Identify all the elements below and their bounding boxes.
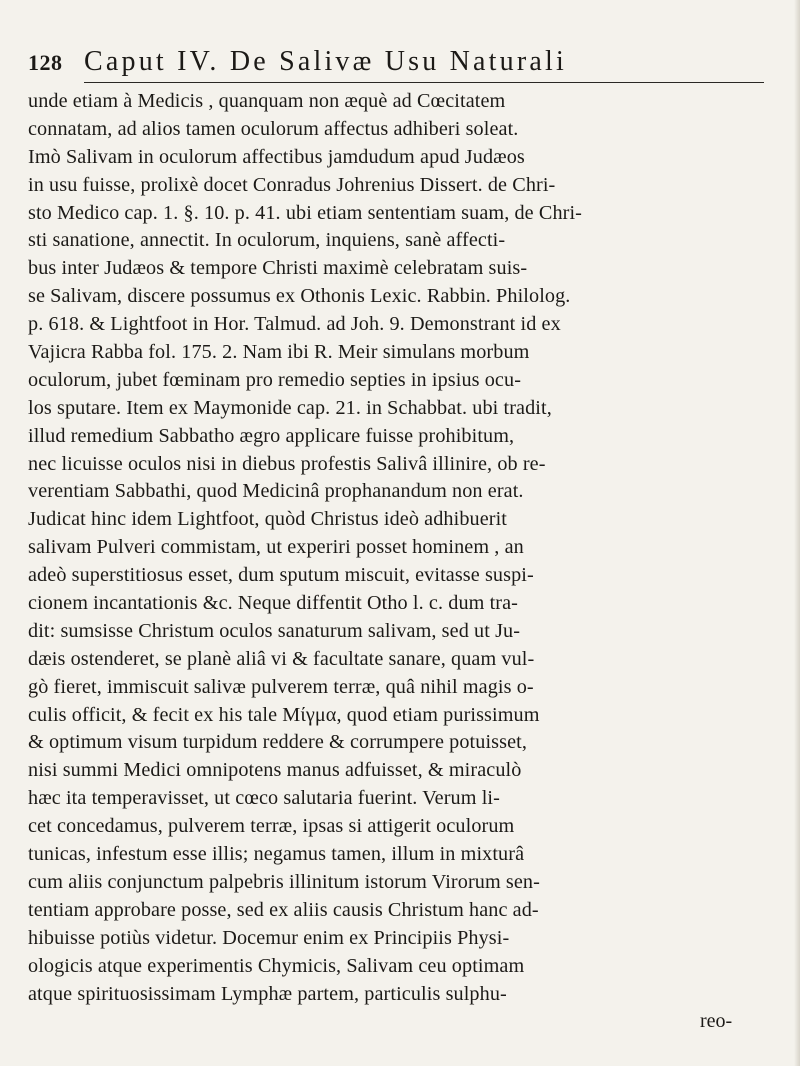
text-line: cet concedamus, pulverem terræ, ipsas si attigerit oculorum xyxy=(28,815,515,838)
text-line: ologicis atque experimentis Chymicis, Salivam ceu optimam xyxy=(28,954,525,977)
text-line: oculorum, jubet fœminam pro remedio septies in ipsius ocu- xyxy=(28,368,522,391)
body-text xyxy=(28,88,768,1008)
text-line: verentiam Sabbathi, quod Medicinâ prophanandum non erat. xyxy=(28,480,524,503)
text-line: salivam Pulveri commistam, ut experiri posset hominem , an xyxy=(28,536,524,559)
text-line: connatam, ad alios tamen oculorum affectus adhiberi soleat. xyxy=(28,117,519,140)
text-line: unde etiam à Medicis , quanquam non æquè ad Cœcitatem xyxy=(28,90,506,112)
text-line: hæc ita temperavisset, ut cœco salutaria fuerint. Verum li- xyxy=(28,787,500,810)
running-head: Caput IV. De Salivæ Usu Naturali xyxy=(84,46,567,77)
page-header xyxy=(28,46,768,86)
text-line: cionem incantationis &c. Neque diffentit Otho l. c. dum tra- xyxy=(28,592,518,615)
text-line: nec licuisse oculos nisi in diebus profestis Salivâ illinire, ob re- xyxy=(28,452,546,475)
text-line: Imò Salivam in oculorum affectibus jamdudum apud Judæos xyxy=(28,145,525,168)
text-line: & optimum visum turpidum reddere & corrumpere potuisset, xyxy=(28,731,527,754)
text-line: sto Medico cap. 1. §. 10. p. 41. ubi etiam sententiam suam, de Chri- xyxy=(28,201,583,224)
text-line: Vajicra Rabba fol. 175. 2. Nam ibi R. Meir simulans morbum xyxy=(28,341,530,364)
text-line: p. 618. & Lightfoot in Hor. Talmud. ad Joh. 9. Demonstrant id ex xyxy=(28,313,561,336)
text-line: tentiam approbare posse, sed ex aliis causis Christum hanc ad- xyxy=(28,898,539,921)
text-line: cum aliis conjunctum palpebris illinitum istorum Virorum sen- xyxy=(28,870,540,893)
page-number: 128 xyxy=(28,50,63,75)
text-line: tunicas, infestum esse illis; negamus tamen, illum in mixturâ xyxy=(28,843,525,866)
text-line: culis officit, & fecit ex his tale Μίγμα, quod etiam purissimum xyxy=(28,703,540,726)
header-rule xyxy=(84,82,764,83)
text-line: los sputare. Item ex Maymonide cap. 21. in Schabbat. ubi tradit, xyxy=(28,396,552,419)
text-line: nisi summi Medici omnipotens manus adfuisset, & miraculò xyxy=(28,759,522,782)
text-line: bus inter Judæos & tempore Christi maximè celebratam suis- xyxy=(28,257,528,280)
text-line: in usu fuisse, prolixè docet Conradus Johrenius Dissert. de Chri- xyxy=(28,173,556,196)
text-line: illud remedium Sabbatho ægro applicare fuisse prohibitum, xyxy=(28,424,515,447)
text-line: hibuisse potiùs videtur. Docemur enim ex Principiis Physi- xyxy=(28,926,510,949)
text-line: dit: sumsisse Christum oculos sanaturum salivam, sed ut Ju- xyxy=(28,619,521,642)
page-edge-shadow xyxy=(794,0,800,1066)
text-line: se Salivam, discere possumus ex Othonis Lexic. Rabbin. Philolog. xyxy=(28,285,571,308)
text-line: Judicat hinc idem Lightfoot, quòd Christus ideò adhibuerit xyxy=(28,508,508,531)
catchword: reo- xyxy=(700,1010,733,1032)
text-line: adeò superstitiosus esset, dum sputum miscuit, evitasse suspi- xyxy=(28,564,534,587)
text-line: gò fieret, immiscuit salivæ pulverem terræ, quâ nihil magis o- xyxy=(28,675,534,698)
text-line: atque spirituosissimam Lymphæ partem, particulis sulphu- xyxy=(28,982,507,1005)
text-line: dæis ostenderet, se planè aliâ vi & facultate sanare, quam vul- xyxy=(28,647,535,670)
text-line: sti sanatione, annectit. In oculorum, inquiens, sanè affecti- xyxy=(28,229,506,252)
